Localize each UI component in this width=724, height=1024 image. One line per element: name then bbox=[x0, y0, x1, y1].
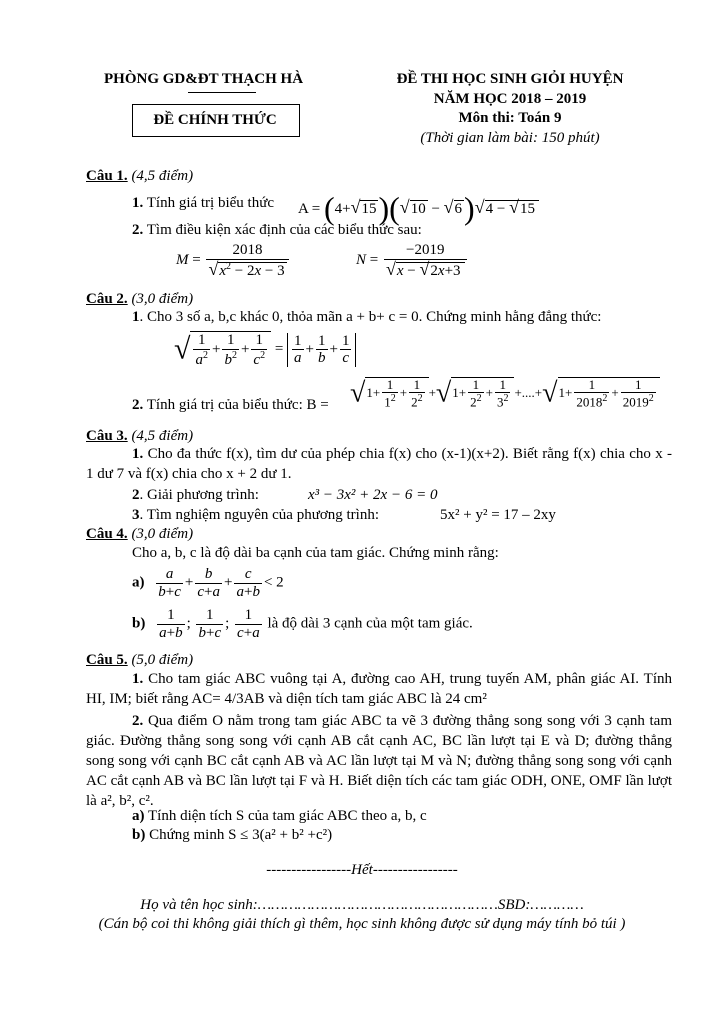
q4-title: Câu 4. bbox=[86, 526, 128, 542]
q5-part2 bbox=[86, 712, 672, 812]
q5-points: (5,0 điểm) bbox=[131, 652, 194, 668]
candidate-line: Họ và tên học sinh:………………………………………………SBD:………… bbox=[140, 897, 584, 913]
department-name: PHÒNG GD&ĐT THẠCH HÀ bbox=[104, 71, 304, 87]
q1-expression-a: A = (4+√15)(√10 − √6)√4 − √15 bbox=[298, 190, 539, 227]
q5-p1-text: Cho tam giác ABC vuông tại A, đường cao AH, trung tuyến AM, phân giác AI. Tính HI, IM; biết rằng AC= 4/3AB và diện tích tam giác ABC là 24 cm² bbox=[86, 671, 672, 707]
q2-part1 bbox=[132, 309, 601, 326]
q1-p2-text: Tìm điều kiện xác định của các biểu thức sau: bbox=[146, 222, 422, 238]
q1-part2 bbox=[132, 222, 422, 239]
end-marker: -----------------Hết----------------- bbox=[266, 862, 458, 878]
q4-b-text: là độ dài 3 cạnh của một tam giác. bbox=[267, 615, 473, 632]
q5-part-a bbox=[132, 808, 427, 825]
q4-intro: Cho a, b, c là độ dài ba cạnh của tam giác. Chứng minh rằng: bbox=[132, 545, 499, 561]
q1-expression-m: M = $\frac{2018}{√x^2 - 2x - 3}$ bbox=[176, 242, 291, 279]
q1-expression-n: N = $\frac{-2019}{√x - √2x+3}$ bbox=[356, 242, 469, 279]
q5-p2-text: Qua điểm O nằm trong tam giác ABC ta vẽ 3 đường thẳng song song với 3 cạnh tam giác. Đường thẳng song song với cạnh AB cắt cạnh AC, BC lần lượt tại E và D; đường thẳng song song với cạnh BC cắt cạnh AB và AC lần lượt tại M và N; đường thẳng song song với cạnh AC cắt cạnh AB và BC lần lượt tại F và H. Biết diện tích các tam giác ODH, ONE, OMF lần lượt là a², b², c². bbox=[86, 713, 672, 809]
q5-p2-number: 2. bbox=[132, 713, 144, 729]
n-numerator: −2019 bbox=[406, 242, 445, 258]
q3-p3-number: 3 bbox=[132, 507, 140, 523]
q1-p2-number: 2. bbox=[132, 222, 144, 238]
q3-part3 bbox=[132, 507, 379, 524]
q3-part2 bbox=[132, 487, 259, 504]
q2-p2-text: Tính giá trị của biểu thức: B = bbox=[146, 397, 329, 413]
q2-identity: √ $\frac{1}{a^2}$ + $\frac{1}{b^2}$ + $\frac{1}{c^2}$ = $\frac{1}{a}$ + $\frac{1}{b}$ + $\frac{1}{c}$ bbox=[174, 331, 356, 368]
q3-p1-text: Cho đa thức f(x), tìm dư của phép chia f(x) cho (x-1)(x+2). Biết rằng f(x) chia cho x - 1 dư 7 và f(x) chia cho x + 2 dư 1. bbox=[86, 446, 673, 482]
official-label: ĐỀ CHÍNH THỨC bbox=[153, 112, 277, 128]
proctor-note: (Cán bộ coi thi không giải thích gì thêm, học sinh không được sử dụng máy tính bỏ túi ) bbox=[98, 916, 626, 932]
q5-b-label: b) bbox=[132, 827, 146, 843]
q4-part-a: a) $\frac{a}{b+c}$ + $\frac{b}{c+a}$ + $\frac{c}{a+b}$ < 2 bbox=[132, 566, 284, 600]
q5-a-text: Tính diện tích S của tam giác ABC theo a, b, c bbox=[147, 808, 427, 824]
q2-part2 bbox=[132, 397, 329, 414]
q3-points: (4,5 điểm) bbox=[131, 428, 194, 444]
q2-expression-b: √1+ $\frac{1}{1^2}$ + $\frac{1}{2^2}$ +√1+ $\frac{1}{2^2}$ + $\frac{1}{3^2}$ +....+√1+ $\frac{1}{2018^2}$ + $\frac{1}{2019^2}$ bbox=[350, 377, 660, 410]
q2-points: (3,0 điểm) bbox=[131, 291, 194, 307]
q3-p2-equation: x³ − 3x² + 2x − 6 = 0 bbox=[308, 487, 438, 503]
q3-title: Câu 3. bbox=[86, 428, 128, 444]
q4-points: (3,0 điểm) bbox=[131, 526, 194, 542]
q3-p3-equation: 5x² + y² = 17 – 2xy bbox=[440, 507, 556, 523]
q5-part-b bbox=[132, 827, 332, 844]
q5-heading bbox=[86, 652, 193, 669]
q2-p1-number: 1 bbox=[132, 309, 140, 325]
q4-part-b: b) $\frac{1}{a+b}$ ; $\frac{1}{b+c}$ ; $\frac{1}{c+a}$ là độ dài 3 cạnh của một tam giác. bbox=[132, 607, 473, 641]
q2-p2-number: 2. bbox=[132, 397, 144, 413]
q1-p1-text: Tính giá trị biểu thức bbox=[146, 195, 274, 211]
q4-heading bbox=[86, 526, 193, 543]
q2-title: Câu 2. bbox=[86, 291, 128, 307]
q1-points: (4,5 điểm) bbox=[131, 168, 194, 184]
q1-heading bbox=[86, 168, 193, 185]
q4-b-label: b) bbox=[132, 615, 146, 632]
q3-p2-number: 2 bbox=[132, 487, 140, 503]
q5-a-label: a) bbox=[132, 808, 145, 824]
q1-p1-number: 1. bbox=[132, 195, 144, 211]
q1-part1 bbox=[132, 195, 274, 212]
q3-heading bbox=[86, 428, 193, 445]
q3-p1-number: 1. bbox=[132, 446, 144, 462]
subject: Môn thi: Toán 9 bbox=[458, 110, 562, 126]
duration: (Thời gian làm bài: 150 phút) bbox=[420, 130, 600, 146]
q2-heading bbox=[86, 291, 193, 308]
q5-title: Câu 5. bbox=[86, 652, 128, 668]
q3-p2-text: . Giải phương trình: bbox=[139, 487, 259, 503]
m-numerator: 2018 bbox=[232, 242, 263, 258]
q5-p1-number: 1. bbox=[132, 671, 144, 687]
q5-part1 bbox=[86, 670, 672, 710]
school-year: NĂM HỌC 2018 – 2019 bbox=[433, 91, 587, 107]
header-underline bbox=[188, 92, 256, 93]
q2-p1-text: . Cho 3 số a, b,c khác 0, thỏa mãn a + b+ c = 0. Chứng minh hằng đẳng thức: bbox=[139, 309, 602, 325]
q4-a-label: a) bbox=[132, 574, 145, 591]
q3-p3-text: . Tìm nghiệm nguyên của phương trình: bbox=[139, 507, 380, 523]
q5-b-text: Chứng minh S ≤ 3(a² + b² +c²) bbox=[149, 827, 333, 843]
q3-part1 bbox=[86, 445, 672, 485]
q1-title: Câu 1. bbox=[86, 168, 128, 184]
exam-title: ĐỀ THI HỌC SINH GIỎI HUYỆN bbox=[396, 71, 624, 87]
